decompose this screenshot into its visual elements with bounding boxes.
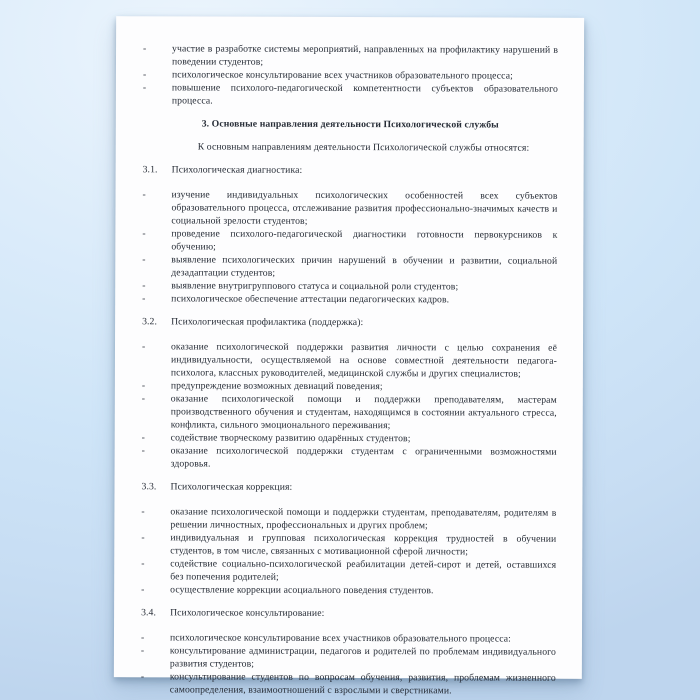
list-item-text: оказание психологической помощи и поддержки преподавателям, мастерам производственного обучения и студентам, находящимся в состоянии актуального стресса, конфликта, сильного эмоционального переживания; (170, 393, 557, 432)
list-item-text: психологическое консультирование всех участников образовательного процесса: (169, 632, 511, 645)
document-page (114, 16, 584, 697)
section-3-2-title (142, 315, 557, 329)
list-item-text: проведение психолого-педагогической диагностики готовности первокурсников к обучению; (171, 228, 558, 253)
dash-bullet: - (142, 82, 147, 94)
list-item-text: оказание психологической поддержки развития личности с целью сохранения её индивидуальности, осуществляемой на основе совместной деятельности педагога-психолога, классных руководителей, медицинской службы и других специалистов; (170, 341, 558, 380)
section-title-text: Психологическая профилактика (поддержка): (171, 316, 364, 329)
list-item (141, 557, 556, 584)
dash-bullet: - (142, 280, 146, 292)
list-item-text: психологическое консультирование всех участников образовательного процесса; (171, 69, 513, 82)
dash-bullet: - (143, 43, 147, 55)
section-title-text: Психологическая диагностика: (171, 164, 303, 176)
intro-bullet-list (143, 42, 558, 108)
list-item (142, 292, 557, 306)
list-item-text: оказание психологической помощи и поддержки студентам, преподавателям, родителям в решении личностных, профессиональных и других проблем; (170, 506, 557, 532)
dash-bullet: - (141, 558, 145, 570)
section-3-2-list (142, 340, 557, 471)
list-item (141, 505, 556, 532)
dash-bullet: - (141, 506, 145, 518)
list-item (142, 444, 557, 471)
dash-bullet: - (142, 254, 146, 266)
list-item-text: содействие социально-психологической реабилитации детей-сирот и детей, оставшихся без попечения родителей; (170, 558, 557, 583)
dash-bullet: - (140, 632, 145, 644)
section-3-1-list (142, 188, 557, 306)
section-3-3-list (141, 505, 556, 597)
list-item-text: индивидуальная и групповая психологическая коррекция трудностей в обучении студентов, в том числе, связанных с мотивационной сферой личности; (170, 532, 557, 558)
section-3-3-title (141, 480, 556, 494)
list-item (141, 670, 556, 697)
section-title-text: Психологическая коррекция: (170, 481, 293, 493)
section-number: 3.2. (142, 316, 158, 328)
list-item-text: оказание психологической поддержки студентам с ограниченными возможностями здоровья. (170, 445, 557, 470)
list-item (141, 531, 556, 558)
section-3-4-list (141, 631, 556, 697)
dash-bullet: - (141, 393, 146, 405)
dash-bullet: - (142, 293, 146, 305)
dash-bullet: - (140, 671, 145, 683)
section-3-4-title (141, 606, 556, 620)
list-item (142, 340, 557, 380)
section-number: 3.3. (141, 481, 157, 493)
list-item-text: консультирование студентов по вопросам обучения, развития, проблемам жизненного самоопределения, взаимоотношений с взрослыми и сверстниками. (169, 671, 556, 697)
list-item (142, 253, 557, 280)
list-item (142, 392, 557, 432)
section-number: 3.1. (142, 164, 158, 176)
list-item-text: содействие творческому развитию одарённых студентов; (170, 432, 411, 445)
dash-bullet: - (141, 532, 145, 544)
section-3-1-title (143, 163, 558, 177)
list-item-text: осуществление коррекции асоциального поведения студентов. (170, 584, 434, 597)
dash-bullet: - (141, 380, 146, 392)
dash-bullet: - (141, 445, 145, 457)
list-item (143, 81, 558, 108)
document-content (114, 16, 584, 697)
dash-bullet: - (142, 228, 146, 240)
dash-bullet: - (141, 584, 145, 596)
dash-bullet: - (141, 432, 146, 444)
dash-bullet: - (142, 189, 146, 201)
list-item-text: повышение психолого-педагогической компетентности субъектов образовательного процесса. (171, 82, 558, 107)
list-item-text: участие в разработке системы мероприятий, направленных на профилактику нарушений в поведении студентов; (171, 43, 559, 68)
list-item-text: консультирование администрации, педагогов и родителей по проблемам индивидуального развития студентов; (169, 645, 556, 670)
section-heading: 3. Основные направления деятельности Психологической службы (201, 118, 499, 131)
section-title-text: Психологическое консультирование: (170, 607, 325, 619)
list-item-text: выявление психологических причин нарушений в обучении и развитии, социальной дезадаптации студентов; (171, 254, 558, 279)
lead-paragraph: К основным направлениям деятельности Психологической службы относятся: (197, 141, 530, 154)
list-item-text: изучение индивидуальных психологических особенностей всех субъектов образовательного процесса, отслеживание развития профессионально-значимых качеств и социальной зрелости студентов; (171, 189, 558, 227)
list-item (141, 644, 556, 671)
list-item-text: психологическое обеспечение аттестации педагогических кадров. (171, 293, 450, 306)
dash-bullet: - (141, 341, 146, 353)
list-item-text: выявление внутригруппового статуса и социальной роли студентов; (171, 280, 459, 293)
section-number: 3.4. (141, 607, 157, 619)
dash-bullet: - (142, 69, 147, 81)
list-item (143, 42, 558, 69)
list-item (141, 583, 556, 597)
list-item-text: предупреждение возможных девиаций поведения; (170, 380, 383, 393)
list-item (142, 227, 557, 254)
list-item (142, 188, 557, 228)
dash-bullet: - (140, 645, 145, 657)
